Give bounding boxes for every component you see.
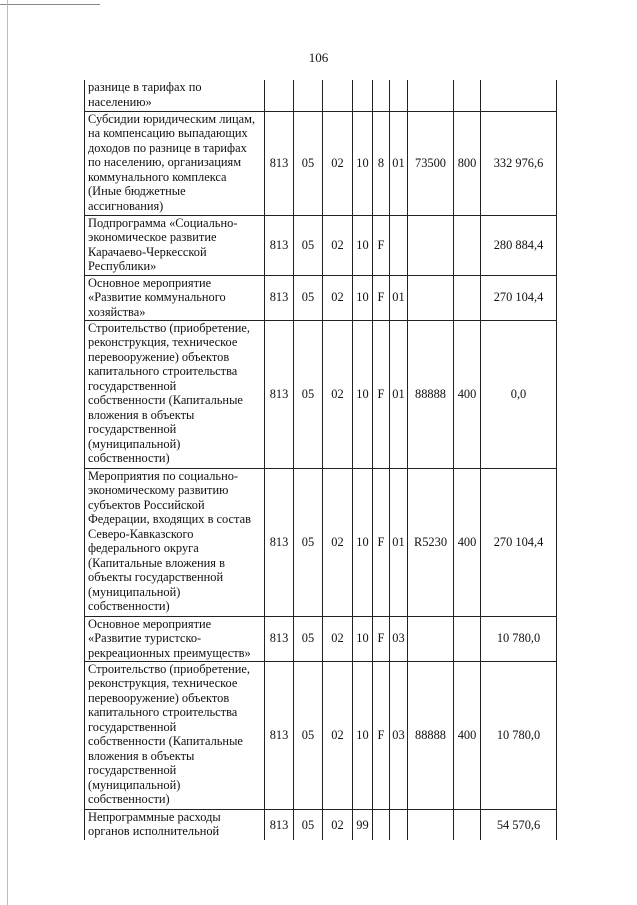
name-line: государственной bbox=[88, 378, 177, 393]
amount-cell: 270 104,4 bbox=[481, 468, 557, 616]
event-cell: 01 bbox=[390, 111, 408, 215]
section-cell: 05 bbox=[294, 661, 323, 809]
subprogram-cell bbox=[373, 80, 390, 111]
name-line: Карачаево-Черкесской bbox=[88, 244, 207, 259]
scan-edge-left bbox=[7, 0, 8, 905]
kvsr-cell: 813 bbox=[265, 468, 294, 616]
kvsr-cell: 813 bbox=[265, 616, 294, 661]
subsection-cell: 02 bbox=[323, 275, 353, 320]
event-cell: 01 bbox=[390, 320, 408, 468]
name-line: реконструкция, техническое bbox=[88, 676, 238, 690]
name-line: Основное мероприятие bbox=[88, 616, 212, 631]
name-cell bbox=[85, 320, 265, 468]
expense-type-cell bbox=[454, 275, 481, 320]
table-body bbox=[85, 80, 557, 840]
name-line: рекреационных преимуществ» bbox=[88, 645, 251, 660]
program-cell: 10 bbox=[353, 661, 373, 809]
name-line: собственности (Капитальные bbox=[88, 734, 243, 748]
name-line: собственности) bbox=[88, 599, 170, 613]
table-row bbox=[85, 275, 557, 320]
name-line: (муниципальной) bbox=[88, 777, 181, 792]
event-cell: 03 bbox=[390, 661, 408, 809]
name-line: (муниципальной) bbox=[88, 584, 181, 599]
name-line: вложения в объекты bbox=[88, 748, 195, 763]
name-line: государственной bbox=[88, 422, 177, 436]
subsection-cell bbox=[323, 80, 353, 111]
name-line: (Капитальные вложения в bbox=[88, 555, 225, 570]
subsection-cell: 02 bbox=[323, 215, 353, 275]
event-cell bbox=[390, 215, 408, 275]
subprogram-cell: F bbox=[373, 215, 390, 275]
direction-cell: 88888 bbox=[408, 320, 454, 468]
amount-cell: 10 780,0 bbox=[481, 661, 557, 809]
event-cell: 03 bbox=[390, 616, 408, 661]
expense-type-cell: 800 bbox=[454, 111, 481, 215]
event-cell: 01 bbox=[390, 468, 408, 616]
name-cell bbox=[85, 468, 265, 616]
table-row bbox=[85, 809, 557, 840]
name-line: Строительство (приобретение, bbox=[88, 661, 250, 676]
section-cell: 05 bbox=[294, 468, 323, 616]
name-line: капитального строительства bbox=[88, 705, 238, 719]
event-cell bbox=[390, 80, 408, 111]
amount-cell bbox=[481, 80, 557, 111]
expense-type-cell bbox=[454, 616, 481, 661]
name-line: объекты государственной bbox=[88, 570, 224, 584]
kvsr-cell: 813 bbox=[265, 111, 294, 215]
name-line: реконструкция, техническое bbox=[88, 335, 238, 349]
subsection-cell: 02 bbox=[323, 809, 353, 840]
program-cell: 99 bbox=[353, 809, 373, 840]
section-cell: 05 bbox=[294, 215, 323, 275]
program-cell: 10 bbox=[353, 215, 373, 275]
section-cell bbox=[294, 80, 323, 111]
table-row bbox=[85, 111, 557, 215]
table-row bbox=[85, 616, 557, 661]
name-line: населению» bbox=[88, 94, 152, 109]
direction-cell: R5230 bbox=[408, 468, 454, 616]
direction-cell bbox=[408, 80, 454, 111]
amount-cell: 0,0 bbox=[481, 320, 557, 468]
event-cell: 01 bbox=[390, 275, 408, 320]
direction-cell bbox=[408, 215, 454, 275]
name-line: Федерации, входящих в состав bbox=[88, 512, 251, 526]
name-line: «Развитие туристско- bbox=[88, 631, 202, 645]
kvsr-cell: 813 bbox=[265, 661, 294, 809]
kvsr-cell bbox=[265, 80, 294, 111]
direction-cell: 73500 bbox=[408, 111, 454, 215]
name-line: государственной bbox=[88, 763, 177, 777]
name-line: Северо-Кавказского bbox=[88, 526, 194, 541]
name-line: «Развитие коммунального bbox=[88, 290, 226, 304]
name-line: ассигнования) bbox=[88, 198, 164, 213]
program-cell: 10 bbox=[353, 111, 373, 215]
table-row bbox=[85, 468, 557, 616]
name-line: хозяйства» bbox=[88, 304, 146, 319]
subprogram-cell: F bbox=[373, 468, 390, 616]
name-line: разнице в тарифах по bbox=[88, 80, 202, 94]
name-line: собственности) bbox=[88, 792, 170, 806]
name-line: Основное мероприятие bbox=[88, 275, 212, 290]
table-row bbox=[85, 215, 557, 275]
amount-cell: 332 976,6 bbox=[481, 111, 557, 215]
name-line: Подпрограмма «Социально- bbox=[88, 215, 238, 230]
name-line: Мероприятия по социально- bbox=[88, 468, 239, 483]
name-cell bbox=[85, 111, 265, 215]
name-line: по населению, организациям bbox=[88, 155, 242, 169]
subprogram-cell: F bbox=[373, 320, 390, 468]
name-line: Республики» bbox=[88, 259, 157, 273]
kvsr-cell: 813 bbox=[265, 275, 294, 320]
name-line: экономическое развитие bbox=[88, 230, 217, 244]
name-line: Строительство (приобретение, bbox=[88, 320, 250, 335]
name-cell bbox=[85, 215, 265, 275]
name-line: коммунального комплекса bbox=[88, 169, 227, 184]
section-cell: 05 bbox=[294, 275, 323, 320]
expense-type-cell: 400 bbox=[454, 320, 481, 468]
budget-table bbox=[84, 80, 557, 840]
name-line: Непрограммные расходы bbox=[88, 809, 221, 824]
program-cell bbox=[353, 80, 373, 111]
section-cell: 05 bbox=[294, 616, 323, 661]
name-line: федерального округа bbox=[88, 541, 199, 555]
name-cell bbox=[85, 275, 265, 320]
name-line: на компенсацию выпадающих bbox=[88, 126, 248, 140]
event-cell bbox=[390, 809, 408, 840]
section-cell: 05 bbox=[294, 809, 323, 840]
name-line: капитального строительства bbox=[88, 364, 238, 378]
direction-cell bbox=[408, 616, 454, 661]
name-cell bbox=[85, 80, 265, 111]
subprogram-cell: F bbox=[373, 661, 390, 809]
kvsr-cell: 813 bbox=[265, 215, 294, 275]
name-line: органов исполнительной bbox=[88, 824, 220, 838]
amount-cell: 270 104,4 bbox=[481, 275, 557, 320]
subsection-cell: 02 bbox=[323, 661, 353, 809]
table-row bbox=[85, 80, 557, 111]
program-cell: 10 bbox=[353, 616, 373, 661]
name-line: экономическому развитию bbox=[88, 483, 229, 497]
subsection-cell: 02 bbox=[323, 320, 353, 468]
name-line: (Иные бюджетные bbox=[88, 184, 186, 198]
expense-type-cell bbox=[454, 80, 481, 111]
subsection-cell: 02 bbox=[323, 468, 353, 616]
amount-cell: 280 884,4 bbox=[481, 215, 557, 275]
name-cell bbox=[85, 809, 265, 840]
name-line: собственности) bbox=[88, 451, 170, 465]
scan-edge-top bbox=[0, 4, 100, 5]
name-line: перевооружение) объектов bbox=[88, 349, 230, 364]
program-cell: 10 bbox=[353, 275, 373, 320]
subprogram-cell: 8 bbox=[373, 111, 390, 215]
expense-type-cell: 400 bbox=[454, 661, 481, 809]
name-cell bbox=[85, 661, 265, 809]
kvsr-cell: 813 bbox=[265, 320, 294, 468]
kvsr-cell: 813 bbox=[265, 809, 294, 840]
name-line: Субсидии юридическим лицам, bbox=[88, 111, 256, 126]
table-row bbox=[85, 320, 557, 468]
program-cell: 10 bbox=[353, 320, 373, 468]
name-line: государственной bbox=[88, 719, 177, 734]
name-line: перевооружение) объектов bbox=[88, 690, 230, 705]
name-cell bbox=[85, 616, 265, 661]
subprogram-cell bbox=[373, 809, 390, 840]
amount-cell: 10 780,0 bbox=[481, 616, 557, 661]
subsection-cell: 02 bbox=[323, 616, 353, 661]
name-line: (муниципальной) bbox=[88, 436, 181, 451]
expense-type-cell: 400 bbox=[454, 468, 481, 616]
name-line: собственности (Капитальные bbox=[88, 393, 243, 407]
subprogram-cell: F bbox=[373, 275, 390, 320]
page-number: 106 bbox=[308, 50, 329, 65]
subsection-cell: 02 bbox=[323, 111, 353, 215]
expense-type-cell bbox=[454, 809, 481, 840]
table-row bbox=[85, 661, 557, 809]
direction-cell bbox=[408, 275, 454, 320]
subprogram-cell: F bbox=[373, 616, 390, 661]
name-line: вложения в объекты bbox=[88, 407, 195, 422]
program-cell: 10 bbox=[353, 468, 373, 616]
section-cell: 05 bbox=[294, 111, 323, 215]
section-cell: 05 bbox=[294, 320, 323, 468]
expense-type-cell bbox=[454, 215, 481, 275]
name-line: субъектов Российской bbox=[88, 497, 205, 512]
direction-cell: 88888 bbox=[408, 661, 454, 809]
amount-cell: 54 570,6 bbox=[481, 809, 557, 840]
name-line: доходов по разнице в тарифах bbox=[88, 140, 247, 155]
direction-cell bbox=[408, 809, 454, 840]
